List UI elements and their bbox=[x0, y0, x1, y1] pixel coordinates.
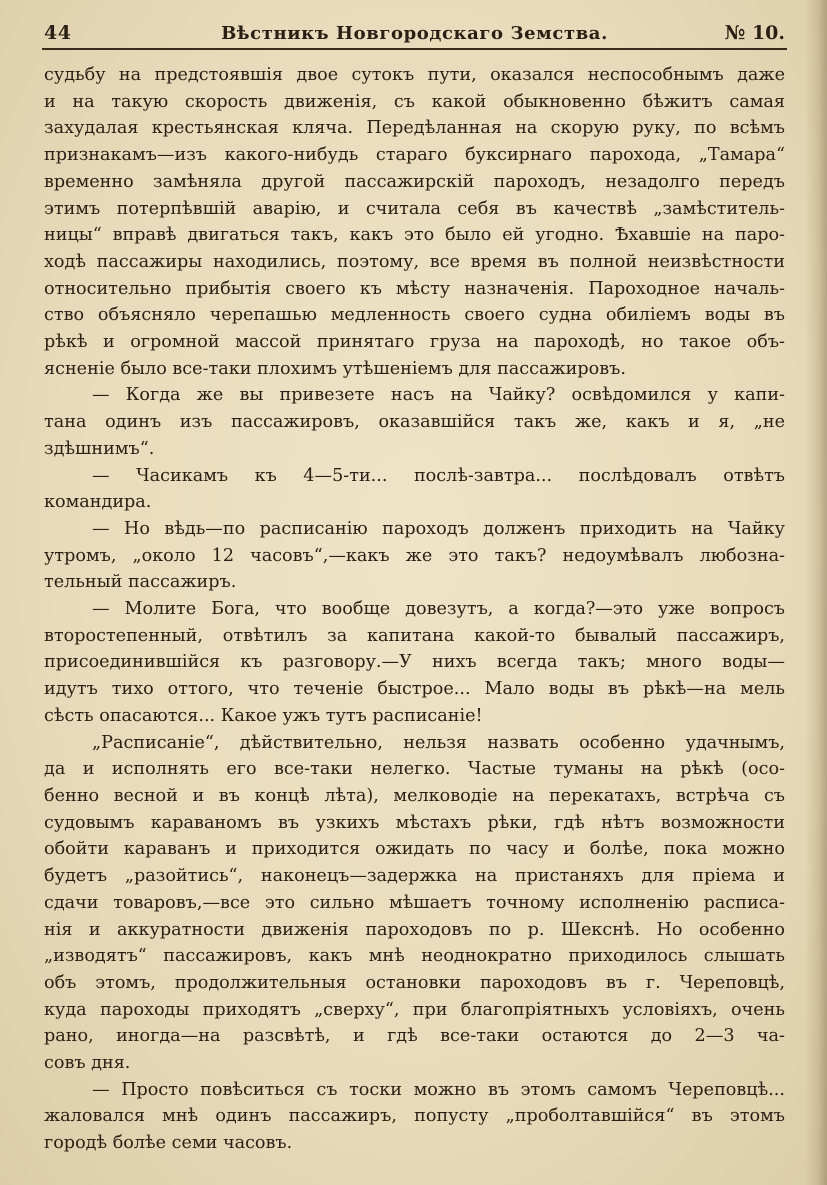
paragraph bbox=[44, 1077, 785, 1157]
text-line: ство объясняло черепашью медленность своего судна обиліемъ воды въ bbox=[44, 305, 785, 326]
text-line: относительно прибытія своего къ мѣсту назначенія. Пароходное началь- bbox=[44, 278, 785, 299]
text-line: захудалая крестьянская кляча. Передѣланная на скорую руку, по всѣмъ bbox=[44, 118, 785, 139]
text-line: тана одинъ изъ пассажировъ, оказавшійся такъ же, какъ и я, „не bbox=[44, 412, 785, 433]
paragraph bbox=[44, 516, 785, 596]
text-line: здѣшнимъ“. bbox=[44, 438, 155, 459]
text-line: командира. bbox=[44, 492, 152, 513]
text-line: и на такую скорость движенія, съ какой обыкновенно бѣжитъ самая bbox=[44, 91, 785, 112]
text-line: сдачи товаровъ,—все это сильно мѣшаетъ точному исполненію расписа- bbox=[44, 892, 785, 913]
text-line: „изводятъ“ пассажировъ, какъ мнѣ неоднократно приходилось слышать bbox=[44, 946, 785, 967]
text-line: идутъ тихо оттого, что теченіе быстрое... Мало воды въ рѣкѣ—на мель bbox=[44, 679, 785, 700]
text-line: судовымъ караваномъ въ узкихъ мѣстахъ рѣки, гдѣ нѣтъ возможности bbox=[44, 812, 785, 833]
paragraph bbox=[44, 463, 785, 516]
text-line: бенно весной и въ концѣ лѣта), мелководіе на перекатахъ, встрѣча съ bbox=[44, 785, 785, 806]
paragraph bbox=[44, 730, 785, 1077]
page-header bbox=[42, 22, 787, 50]
text-line: — Молите Бога, что вообще довезутъ, а когда?—это уже вопросъ bbox=[92, 599, 785, 620]
text-line: судьбу на предстоявшія двое сутокъ пути, оказался неспособнымъ даже bbox=[44, 65, 785, 85]
text-line: городѣ болѣе семи часовъ. bbox=[44, 1133, 293, 1154]
paragraph bbox=[44, 382, 785, 462]
text-line: сѣсть опасаются... Какое ужъ тутъ расписаніе! bbox=[44, 705, 483, 726]
text-line: признакамъ—изъ какого-нибудь стараго буксирнаго парохода, „Тамара“ bbox=[44, 145, 785, 166]
text-line: тельный пассажиръ. bbox=[44, 572, 237, 593]
header-rule bbox=[42, 48, 787, 50]
issue-number: № 10. bbox=[724, 22, 785, 44]
text-line: — Просто повѣситься съ тоски можно въ этомъ самомъ Череповцѣ... bbox=[92, 1079, 785, 1100]
text-line: утромъ, „около 12 часовъ“,—какъ же это такъ? недоумѣвалъ любозна- bbox=[44, 545, 785, 566]
text-line: второстепенный, отвѣтилъ за капитана какой-то бывалый пассажиръ, bbox=[44, 625, 785, 646]
text-line: „Расписаніе“, дѣйствительно, нельзя назвать особенно удачнымъ, bbox=[92, 732, 785, 753]
text-line: рѣкѣ и огромной массой принятаго груза на пароходѣ, но такое объ- bbox=[44, 332, 785, 353]
text-line: жаловался мнѣ одинъ пассажиръ, попусту „проболтавшійся“ въ этомъ bbox=[44, 1106, 785, 1127]
text-line: ницы“ вправѣ двигаться такъ, какъ это было ей угодно. Ѣхавшіе на паро- bbox=[44, 225, 785, 246]
text-line: объ этомъ, продолжительныя остановки пароходовъ въ г. Череповцѣ, bbox=[44, 972, 785, 993]
text-line: присоединившійся къ разговору.—У нихъ всегда такъ; много воды— bbox=[44, 652, 785, 673]
text-line: куда пароходы приходятъ „сверху“, при благопріятныхъ условіяхъ, очень bbox=[44, 999, 785, 1020]
page-edge-shadow bbox=[805, 0, 827, 1185]
page-number: 44 bbox=[44, 22, 72, 44]
paragraph bbox=[44, 596, 785, 730]
text-line: нія и аккуратности движенія пароходовъ по р. Шекснѣ. Но особенно bbox=[44, 919, 785, 940]
text-line: — Но вѣдь—по расписанію пароходъ долженъ приходить на Чайку bbox=[92, 518, 785, 539]
text-line: — Часикамъ къ 4—5-ти... послѣ-завтра... послѣдовалъ отвѣтъ bbox=[92, 465, 785, 486]
text-line: совъ дня. bbox=[44, 1053, 131, 1074]
text-line: — Когда же вы привезете насъ на Чайку? освѣдомился у капи- bbox=[92, 385, 785, 406]
text-line: рано, иногда—на разсвѣтѣ, и гдѣ все-таки остаются до 2—3 ча- bbox=[44, 1026, 785, 1047]
text-line: ясненіе было все-таки плохимъ утѣшеніемъ для пассажировъ. bbox=[44, 358, 626, 379]
text-line: будетъ „разойтись“, наконецъ—задержка на пристаняхъ для пріема и bbox=[44, 866, 785, 887]
text-line: временно замѣняла другой пассажирскій пароходъ, незадолго передъ bbox=[44, 171, 785, 192]
journal-title: Вѣстникъ Новгородскаго Земства. bbox=[221, 23, 608, 44]
text-line: да и исполнять его все-таки нелегко. Частые туманы на рѣкѣ (осо- bbox=[44, 759, 785, 780]
text-line: этимъ потерпѣвшій аварію, и считала себя въ качествѣ „замѣститель- bbox=[44, 198, 785, 219]
text-line: обойти караванъ и приходится ожидать по часу и болѣе, пока можно bbox=[44, 839, 785, 860]
body-text bbox=[44, 62, 785, 1157]
paragraph bbox=[44, 62, 785, 382]
text-line: ходѣ пассажиры находились, поэтому, все время въ полной неизвѣстности bbox=[44, 251, 785, 272]
